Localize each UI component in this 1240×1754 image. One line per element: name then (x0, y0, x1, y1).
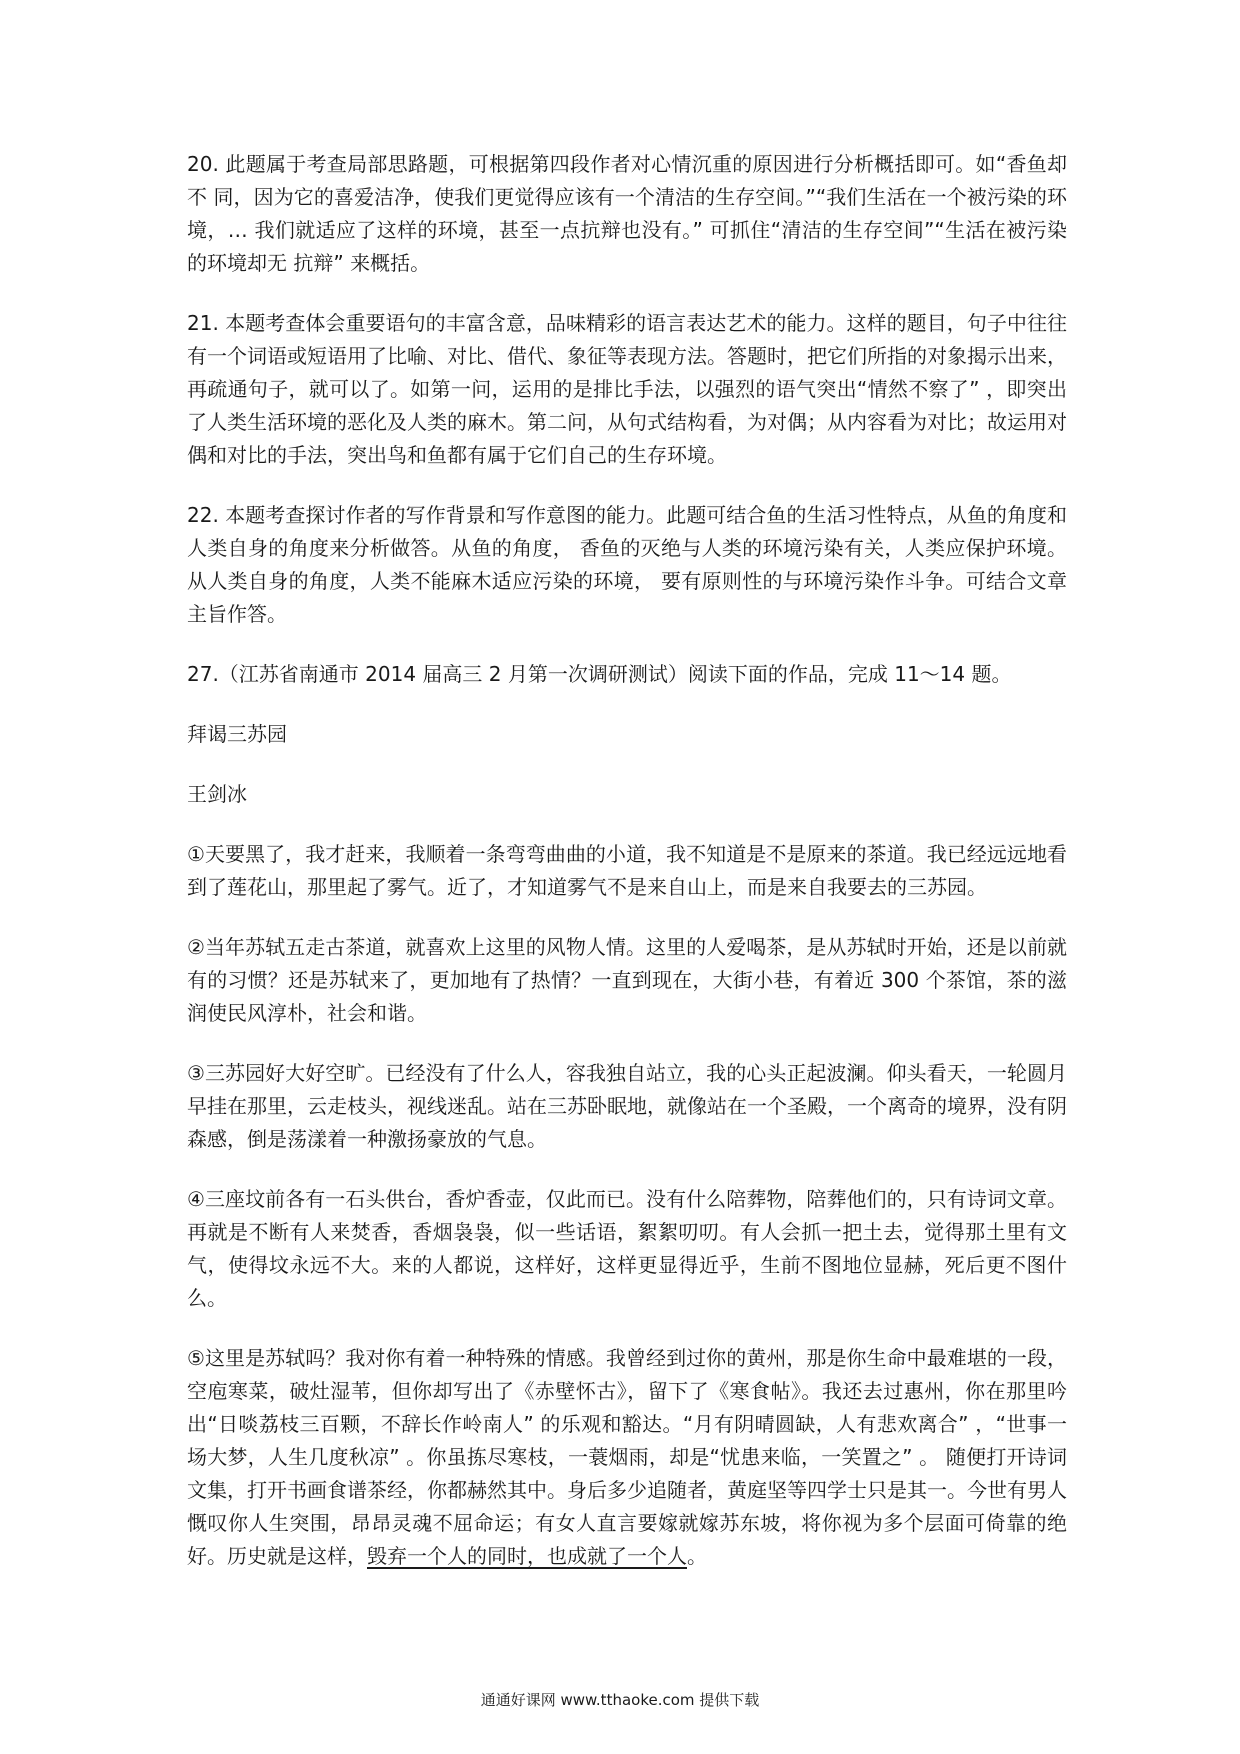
essay-section-5-end: 。 (687, 1544, 707, 1568)
essay-section-4: ④三座坟前各有一石头供台，香炉香壶，仅此而已。没有什么陪葬物，陪葬他们的，只有诗词文章。再就是不断有人来焚香，香烟袅袅，似一些话语，絮絮叨叨。有人会抓一把土去，觉得那土里有文气，使得坟永远不大。来的人都说，这样好，这样更显得近乎，生前不图地位显赫，死后更不图什么。 (187, 1187, 1067, 1310)
essay-title: 拜谒三苏园 (187, 722, 287, 746)
essay-author: 王剑冰 (187, 782, 247, 806)
essay-section-2: ②当年苏轼五走古茶道，就喜欢上这里的风物人情。这里的人爱喝茶，是从苏轼时开始，还是以前就有的习惯？还是苏轼来了，更加地有了热情？一直到现在，大街小巷，有着近 300 个茶馆，茶的滋润使民风淳朴，社会和谐。 (187, 935, 1067, 1025)
essay-section-5-text: ⑤这里是苏轼吗？我对你有着一种特殊的情感。我曾经到过你的黄州，那是你生命中最难堪的一段，空庖寒菜，破灶湿苇，但你却写出了《赤壁怀古》，留下了《寒食帖》。我还去过惠州，你在那里吟出“日啖荔枝三百颗，不辞长作岭南人” 的乐观和豁达。“月有阴晴圆缺，人有悲欢离合” ，“世事一场大梦，人生几度秋凉” 。你虽拣尽寒枝，一蓑烟雨，却是“忧患来临，一笑置之” 。 随便打开诗词文集，打开书画食谱茶经，你都赫然其中。身后多少追随者，黄庭坚等四学士只是其一。今世有男人慨叹你人生突围，昂昂灵魂不屈命运；有女人直言要嫁就嫁苏东坡，将你视为多个层面可倚靠的绝好。历史就是这样， (187, 1346, 1067, 1568)
question-27-heading: 27.（江苏省南通市 2014 届高三 2 月第一次调研测试）阅读下面的作品，完成 11～14 题。 (187, 662, 1012, 686)
essay-section-5-underlined: 毁弃一个人的同时，也成就了一个人 (367, 1544, 687, 1568)
document-body (187, 148, 1067, 1600)
answer-20: 20. 此题属于考查局部思路题，可根据第四段作者对心情沉重的原因进行分析概括即可。如“香鱼却不 同，因为它的喜爱洁净，使我们更觉得应该有一个清洁的生存空间。”“我们生活在一个被污染的环境，… 我们就适应了这样的环境，甚至一点抗辩也没有。” 可抓住“清洁的生存空间”“生活在被污染的环境却无 抗辩” 来概括。 (187, 152, 1067, 275)
essay-section-5 (187, 1342, 1067, 1573)
answer-21: 21. 本题考查体会重要语句的丰富含意，品味精彩的语言表达艺术的能力。这样的题目，句子中往往有一个词语或短语用了比喻、对比、借代、象征等表现方法。答题时，把它们所指的对象揭示出来，再疏通句子，就可以了。如第一问，运用的是排比手法，以强烈的语气突出“情然不察了” ，即突出了人类生活环境的恶化及人类的麻木。第二问，从句式结构看，为对偶；从内容看为对比；故运用对偶和对比的手法，突出鸟和鱼都有属于它们自己的生存环境。 (187, 311, 1067, 467)
page-footer: 通通好课网 www.tthaoke.com 提供下载 (480, 1691, 760, 1709)
essay-section-3: ③三苏园好大好空旷。已经没有了什么人，容我独自站立，我的心头正起波澜。仰头看天，一轮圆月早挂在那里，云走枝头，视线迷乱。站在三苏卧眠地，就像站在一个圣殿，一个离奇的境界，没有阴森感，倒是荡漾着一种激扬豪放的气息。 (187, 1061, 1067, 1151)
answer-22: 22. 本题考查探讨作者的写作背景和写作意图的能力。此题可结合鱼的生活习性特点，从鱼的角度和人类自身的角度来分析做答。从鱼的角度， 香鱼的灭绝与人类的环境污染有关，人类应保护环境。从人类自身的角度，人类不能麻木适应污染的环境， 要有原则性的与环境污染作斗争。可结合文章主旨作答。 (187, 503, 1067, 626)
essay-section-1: ①天要黑了，我才赶来，我顺着一条弯弯曲曲的小道，我不知道是不是原来的茶道。我已经远远地看到了莲花山，那里起了雾气。近了，才知道雾气不是来自山上，而是来自我要去的三苏园。 (187, 842, 1067, 899)
